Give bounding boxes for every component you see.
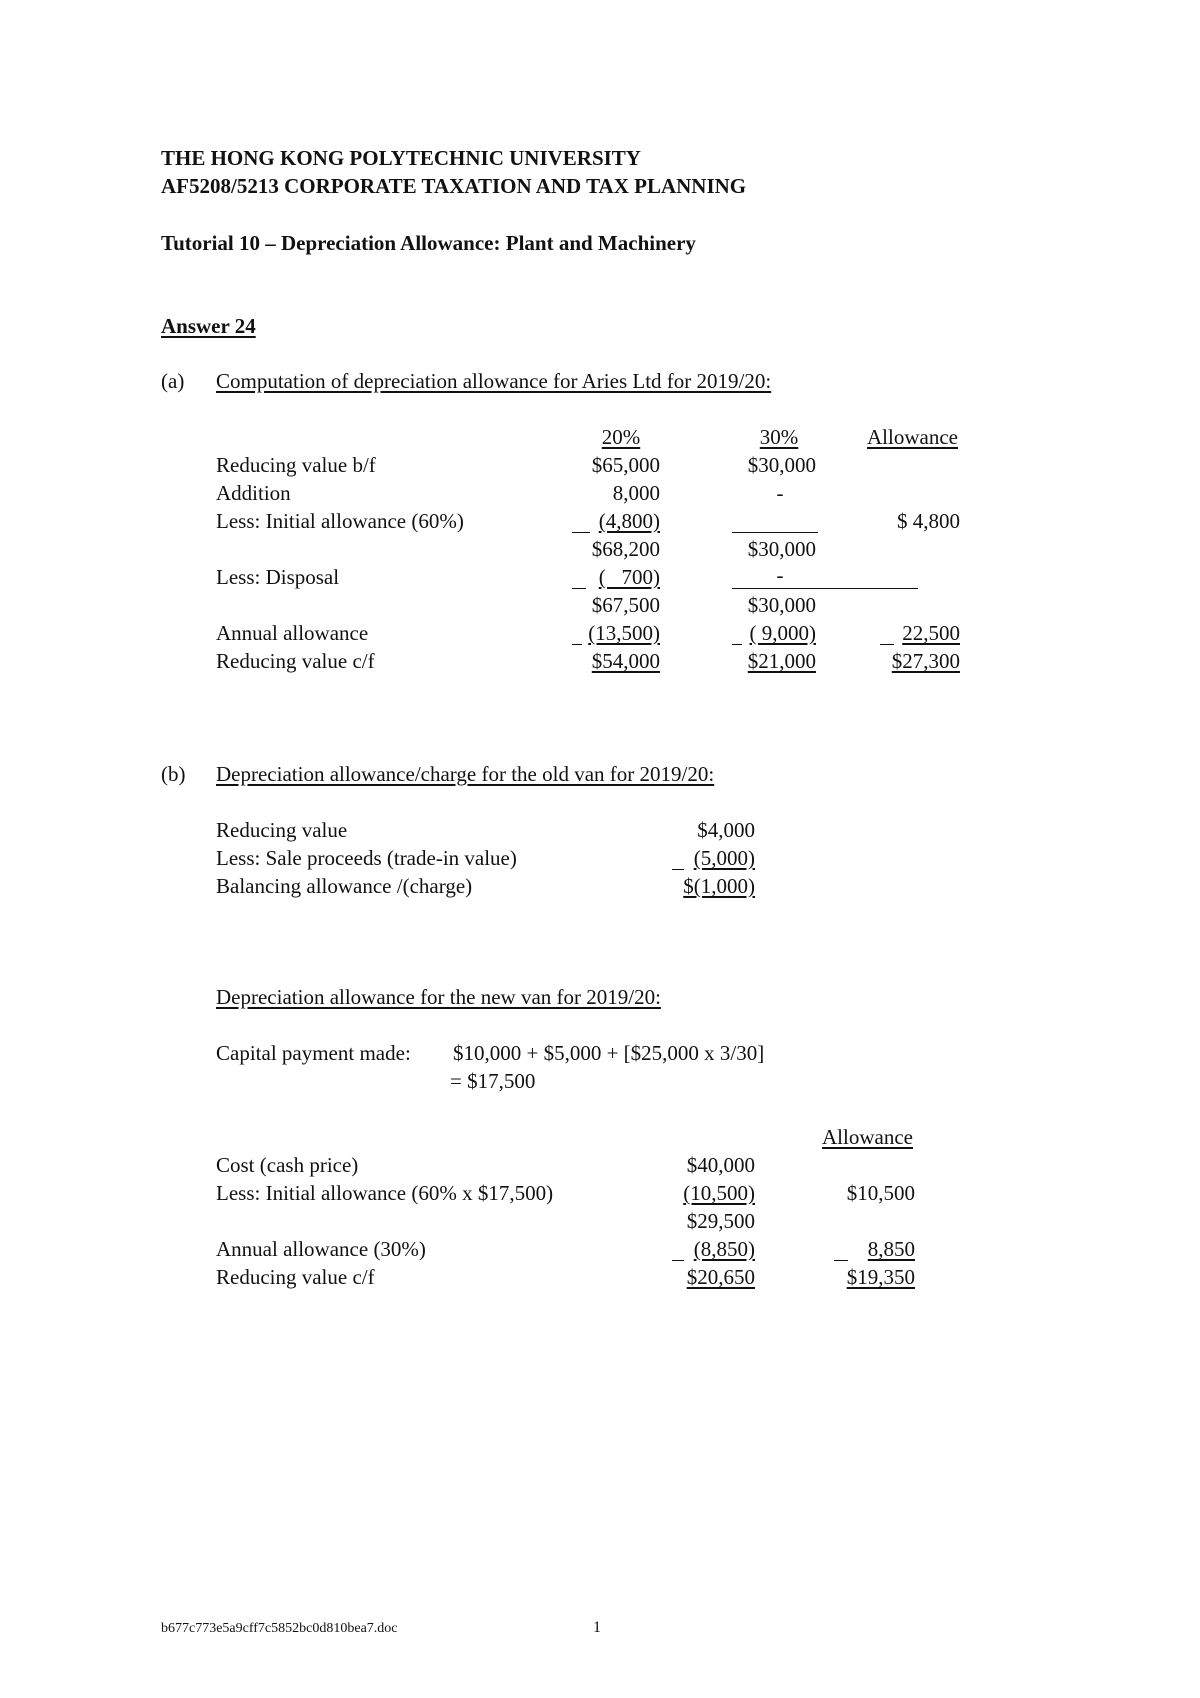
underline-rule [732,588,918,589]
row-label: Less: Initial allowance (60%) [216,509,464,533]
new-van-value: $40,000 [686,1153,755,1177]
capital-payment-label: Capital payment made: [216,1041,411,1065]
underline-rule [880,644,894,645]
cell-allowance: $27,300 [891,649,960,673]
row-label: Less: Disposal [216,565,340,589]
answer-title: Answer 24 [161,314,256,338]
cell-30: $30,000 [747,453,816,477]
new-van-value: (8,850) [693,1237,755,1261]
underline-rule [572,532,590,533]
cell-30: - [776,481,784,505]
column-header-allowance: Allowance [867,425,958,449]
new-van-allowance: 8,850 [867,1237,915,1261]
row-label: Balancing allowance /(charge) [216,874,473,898]
capital-payment-result: = $17,500 [450,1069,536,1093]
cell-20: ( 700) [598,565,660,589]
cell-20: $54,000 [591,649,660,673]
row-label: Less: Sale proceeds (trade-in value) [216,846,517,870]
old-van-value: (5,000) [693,846,755,870]
underline-rule [672,869,684,870]
row-label: Reducing value c/f [216,1265,375,1289]
new-van-value: (10,500) [683,1181,755,1205]
underline-rule [572,588,586,589]
row-label: Annual allowance [216,621,369,645]
underline-rule [834,1260,848,1261]
new-van-allowance: $19,350 [846,1265,915,1289]
row-label: Annual allowance (30%) [216,1237,426,1261]
page-number: 1 [593,1619,601,1636]
cell-allowance: 22,500 [902,621,960,645]
cell-30: - [776,563,784,587]
row-label: Less: Initial allowance (60% x $17,500) [216,1181,554,1205]
footer-filename: b677c773e5a9cff7c5852bc0d810bea7.doc [161,1621,398,1636]
new-van-value: $20,650 [686,1265,755,1289]
cell-20: $65,000 [591,453,660,477]
cell-30: $30,000 [747,537,816,561]
new-van-title: Depreciation allowance for the new van for 2019/20: [216,985,661,1009]
underline-rule [732,532,818,533]
cell-allowance: $ 4,800 [897,509,960,533]
new-van-value: $29,500 [686,1209,755,1233]
old-van-value: $(1,000) [683,874,755,898]
part-a-title: Computation of depreciation allowance for Aries Ltd for 2019/20: [216,369,772,393]
part-b-label: (b) [161,762,186,786]
cell-20: 8,000 [612,481,660,505]
new-van-allowance: $10,500 [846,1181,915,1205]
row-label: Addition [216,481,291,505]
underline-rule [572,644,582,645]
capital-payment-formula: $10,000 + $5,000 + [$25,000 x 3/30] [453,1041,765,1065]
cell-30: $21,000 [747,649,816,673]
underline-rule [732,644,742,645]
cell-20: (13,500) [588,621,660,645]
university-name: THE HONG KONG POLYTECHNIC UNIVERSITY [161,146,641,170]
old-van-value: $4,000 [697,818,755,842]
cell-30: $30,000 [747,593,816,617]
column-header-20: 20% [601,425,641,449]
underline-rule [672,1260,684,1261]
row-label: Reducing value b/f [216,453,376,477]
row-label: Cost (cash price) [216,1153,359,1177]
cell-30: ( 9,000) [749,621,816,645]
course-title: AF5208/5213 CORPORATE TAXATION AND TAX PLANNING [161,174,747,198]
allowance-header: Allowance [822,1125,913,1149]
row-label: Reducing value c/f [216,649,375,673]
tutorial-title: Tutorial 10 – Depreciation Allowance: Plant and Machinery [161,231,696,255]
cell-20: $68,200 [591,537,660,561]
cell-20: (4,800) [598,509,660,533]
part-a-label: (a) [161,369,185,393]
row-label: Reducing value [216,818,348,842]
column-header-30: 30% [759,425,799,449]
cell-20: $67,500 [591,593,660,617]
part-b-title: Depreciation allowance/charge for the old van for 2019/20: [216,762,715,786]
